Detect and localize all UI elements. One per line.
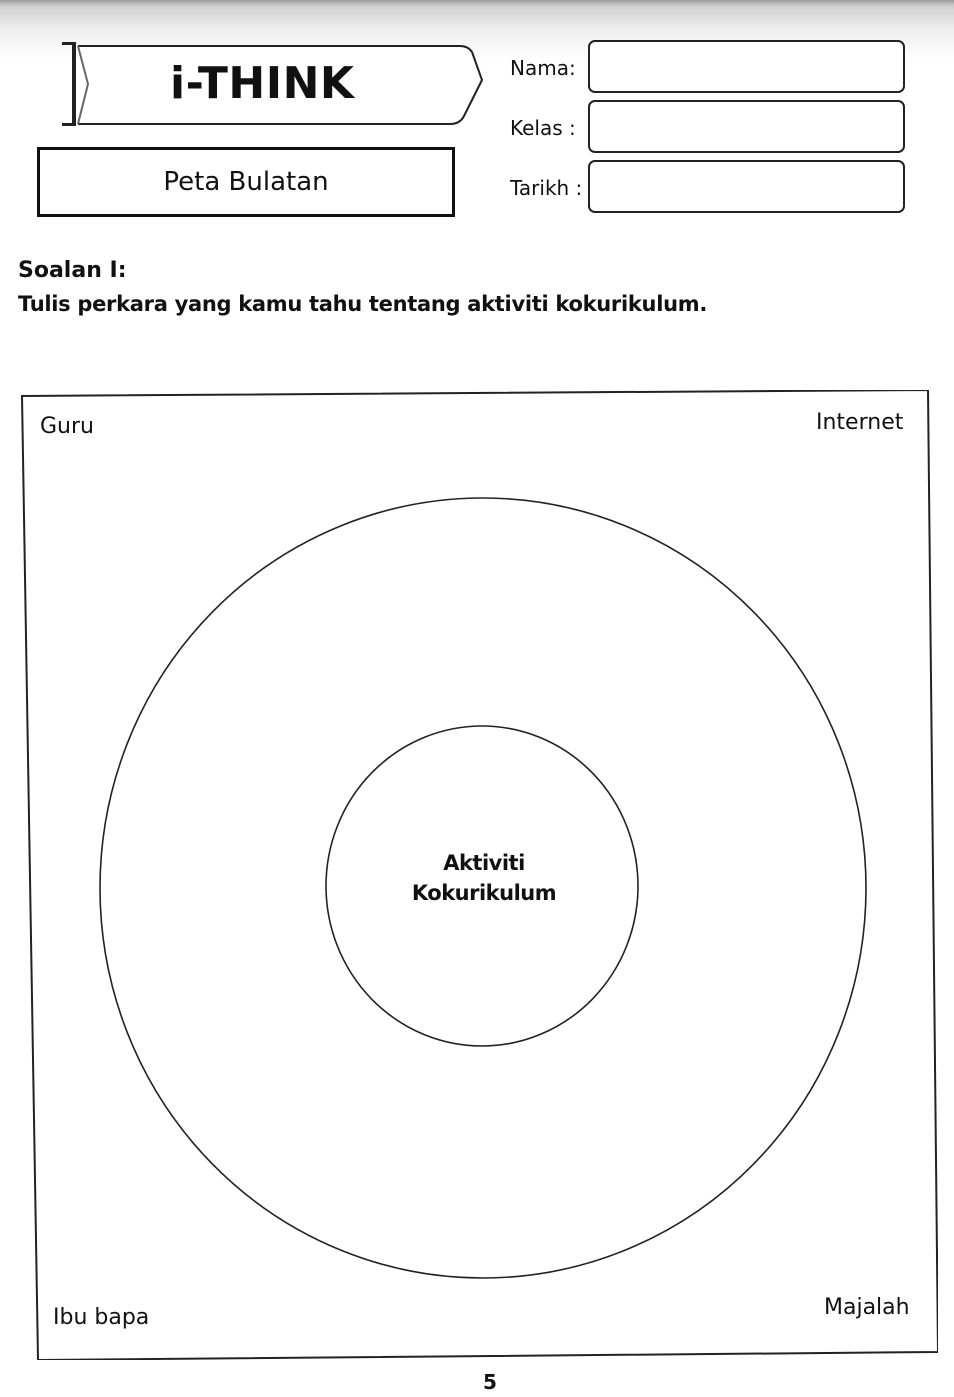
center-topic-line1: Aktiviti — [443, 851, 525, 875]
frame-label-bottom-left: Ibu bapa — [53, 1305, 150, 1330]
class-field[interactable] — [588, 100, 905, 153]
center-topic-line2: Kokurikulum — [411, 881, 557, 905]
title-banner — [40, 40, 484, 130]
frame-label-top-right: Internet — [816, 410, 904, 435]
name-field[interactable] — [588, 40, 905, 93]
map-type-title: Peta Bulatan — [37, 147, 455, 217]
page-title: i-THINK — [170, 58, 355, 109]
date-label: Tarikh : — [510, 176, 583, 200]
frame-label-top-left: Guru — [40, 414, 94, 439]
center-topic — [384, 848, 584, 908]
question-number: Soalan I: — [18, 258, 127, 283]
question-text: Tulis perkara yang kamu tahu tentang aktiviti kokurikulum. — [18, 292, 708, 316]
frame-label-bottom-right: Majalah — [824, 1295, 910, 1320]
date-field[interactable] — [588, 160, 905, 213]
page-number: 5 — [483, 1370, 497, 1394]
name-label: Nama: — [510, 56, 576, 80]
class-label: Kelas : — [510, 116, 576, 140]
